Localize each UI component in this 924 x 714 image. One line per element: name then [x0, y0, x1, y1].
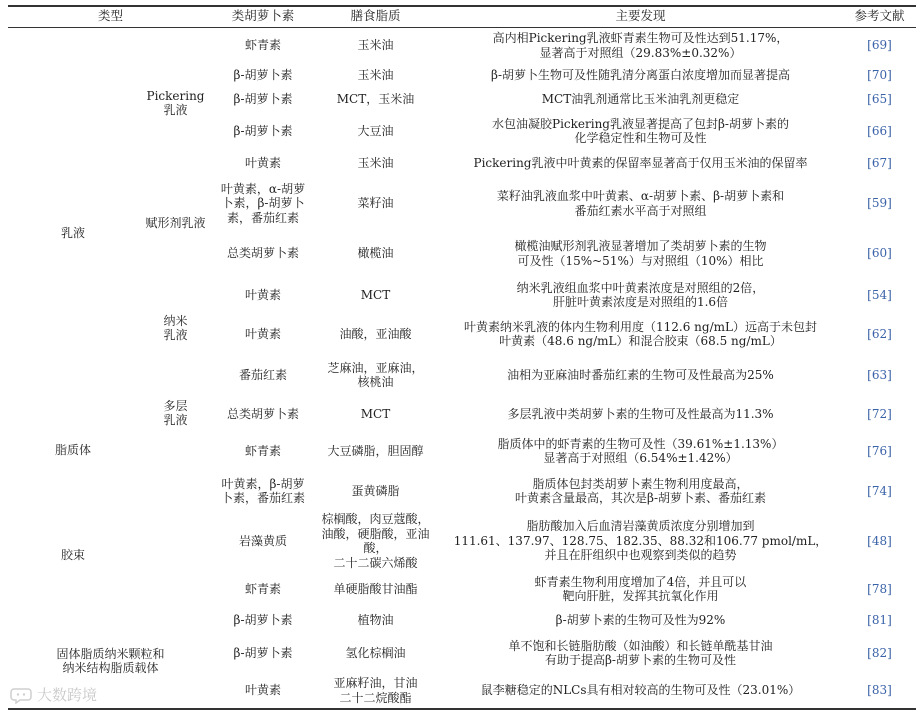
subgroup-pickering: Pickering 乳液	[146, 88, 205, 117]
header-ref: 参考文献	[854, 8, 905, 24]
reference-link[interactable]: [65]	[867, 92, 892, 107]
reference-link[interactable]: [66]	[867, 123, 892, 138]
finding-cell: Pickering乳液中叶黄素的保留率显著高于仅用玉米油的保留率	[473, 156, 808, 171]
header-carotenoid: 类胡萝卜素	[231, 8, 295, 24]
carotenoid-cell: 总类胡萝卜素	[226, 406, 299, 421]
finding-cell: 纳米乳液组血浆中叶黄素浓度是对照组的2倍， 肝脏叶黄素浓度是对照组的1.6倍	[516, 280, 765, 309]
carotenoid-cell: 番茄红素	[238, 367, 287, 382]
lipid-cell: MCT	[360, 406, 391, 421]
carotenoid-cell: 虾青素	[244, 38, 281, 53]
reference-link[interactable]: [70]	[867, 68, 892, 83]
lipid-cell: MCT，玉米油	[336, 92, 415, 107]
reference-link[interactable]: [74]	[867, 483, 892, 498]
lipid-cell: 蛋黄磷脂	[351, 483, 400, 498]
group-sln-nlc: 固体脂质纳米颗粒和 纳米结构脂质载体	[56, 646, 165, 675]
lipid-cell: 大豆油	[357, 123, 394, 138]
reference-link[interactable]: [48]	[867, 533, 892, 548]
finding-cell: 油相为亚麻油时番茄红素的生物可及性最高为25%	[507, 367, 774, 382]
finding-cell: 脂质体包封类胡萝卜素生物利用度最高， 叶黄素含量最高，其次是β-胡萝卜素、番茄红素	[515, 476, 766, 505]
lipid-cell: 植物油	[357, 613, 394, 628]
watermark-text: 大数跨境	[37, 686, 98, 704]
reference-link[interactable]: [54]	[867, 287, 892, 302]
carotenoid-cell: β-胡萝卜素	[233, 92, 293, 107]
lipid-cell: 单硬脂酸甘油酯	[333, 581, 418, 596]
finding-cell: 单不饱和长链脂肪酸（如油酸）和长链单酰基甘油 有助于提高β-胡萝卜素的生物可及性	[508, 638, 773, 667]
carotenoid-cell: β-胡萝卜素	[233, 123, 293, 138]
data-table	[8, 5, 916, 710]
reference-link[interactable]: [82]	[867, 645, 892, 660]
group-emulsion: 乳液	[60, 225, 85, 240]
finding-cell: MCT油乳剂通常比玉米油乳剂更稳定	[541, 92, 740, 107]
subgroup-excipient: 赋形剂乳液	[145, 215, 206, 230]
carotenoid-cell: 叶黄素，β-胡萝 卜素，番茄红素	[220, 476, 305, 505]
finding-cell: 水包油凝胶Pickering乳液显著提高了包封β-胡萝卜素的 化学稳定性和生物可及性	[492, 116, 789, 145]
reference-link[interactable]: [67]	[867, 156, 892, 171]
finding-cell: 脂质体中的虾青素的生物可及性（39.61%±1.13%） 显著高于对照组（6.54%±1.42%）	[497, 436, 784, 465]
carotenoid-cell: β-胡萝卜素	[233, 645, 293, 660]
carotenoid-cell: 叶黄素	[244, 326, 281, 341]
group-micelle: 胶束	[60, 547, 85, 562]
finding-cell: β-胡萝卜素的生物可及性为92%	[555, 613, 726, 628]
carotenoid-cell: 虾青素	[244, 443, 281, 458]
reference-link[interactable]: [83]	[867, 683, 892, 698]
chat-bubble-icon	[10, 686, 32, 704]
reference-link[interactable]: [62]	[867, 326, 892, 341]
lipid-cell: 菜籽油	[357, 196, 394, 211]
finding-cell: 叶黄素纳米乳液的体内生物利用度（112.6 ng/mL）远高于未包封 叶黄素（48.6 ng/mL）和混合胶束（68.5 ng/mL）	[464, 319, 817, 348]
lipid-cell: 亚麻籽油，甘油 二十二烷酸酯	[333, 676, 418, 705]
reference-link[interactable]: [69]	[867, 38, 892, 53]
lipid-cell: 玉米油	[357, 38, 394, 53]
subgroup-nano: 纳米 乳液	[163, 313, 188, 342]
reference-link[interactable]: [60]	[867, 246, 892, 261]
lipid-cell: 橄榄油	[357, 246, 394, 261]
carotenoid-cell: 岩藻黄质	[238, 533, 287, 548]
group-liposome: 脂质体	[54, 442, 91, 457]
finding-cell: 鼠李糖稳定的NLCs具有相对较高的生物可及性（23.01%）	[480, 683, 801, 698]
lipid-cell: 棕榈酸，肉豆蔻酸， 油酸，硬脂酸，亚油酸， 二十二碳六烯酸	[321, 512, 430, 570]
lipid-cell: 大豆磷脂，胆固醇	[327, 443, 424, 458]
carotenoid-cell: 叶黄素，α-胡萝 卜素，β-胡萝卜 素，番茄红素	[220, 181, 306, 225]
finding-cell: β-胡萝卜生物可及性随乳清分离蛋白浓度增加而显著提高	[491, 68, 790, 83]
finding-cell: 橄榄油赋形剂乳液显著增加了类胡萝卜素的生物 可及性（15%~51%）与对照组（10%）相比	[514, 239, 767, 268]
carotenoid-cell: 叶黄素	[244, 156, 281, 171]
header-type: 类型	[97, 8, 123, 24]
lipid-cell: 油酸，亚油酸	[339, 326, 412, 341]
lipid-cell: 玉米油	[357, 156, 394, 171]
carotenoid-cell: β-胡萝卜素	[233, 613, 293, 628]
header-lipid: 膳食脂质	[350, 8, 401, 24]
carotenoid-cell: 虾青素	[244, 581, 281, 596]
finding-cell: 脂肪酸加入后血清岩藻黄质浓度分别增加到 111.61、137.97、128.75、182.35、88.32和106.77 pmol/mL， 并且在肝组织中也观察到类似的趋势	[453, 519, 828, 563]
lipid-cell: MCT	[360, 287, 391, 302]
finding-cell: 虾青素生物利用度增加了4倍，并且可以 靶向肝脏，发挥其抗氧化作用	[534, 574, 747, 603]
reference-link[interactable]: [59]	[867, 196, 892, 211]
carotenoid-cell: 叶黄素	[244, 683, 281, 698]
finding-cell: 菜籽油乳液血浆中叶黄素、α-胡萝卜素、β-胡萝卜素和 番茄红素水平高于对照组	[496, 189, 785, 218]
carotenoid-cell: 总类胡萝卜素	[226, 246, 299, 261]
reference-link[interactable]: [76]	[867, 443, 892, 458]
finding-cell: 多层乳液中类胡萝卜素的生物可及性最高为11.3%	[507, 406, 774, 421]
reference-link[interactable]: [72]	[867, 406, 892, 421]
reference-link[interactable]: [81]	[867, 613, 892, 628]
carotenoid-cell: 叶黄素	[244, 287, 281, 302]
header-finding: 主要发现	[615, 8, 666, 24]
lipid-cell: 芝麻油，亚麻油， 核桃油	[327, 360, 424, 389]
reference-link[interactable]: [63]	[867, 367, 892, 382]
lipid-cell: 氢化棕榈油	[345, 645, 406, 660]
watermark	[10, 684, 97, 705]
lipid-cell: 玉米油	[357, 68, 394, 83]
finding-cell: 高内相Pickering乳液虾青素生物可及性达到51.17%， 显著高于对照组（29.83%±0.32%）	[492, 31, 789, 60]
carotenoid-cell: β-胡萝卜素	[233, 68, 293, 83]
reference-link[interactable]: [78]	[867, 581, 892, 596]
subgroup-multilayer: 多层 乳液	[163, 398, 188, 427]
table-bottom-rule	[8, 708, 916, 710]
